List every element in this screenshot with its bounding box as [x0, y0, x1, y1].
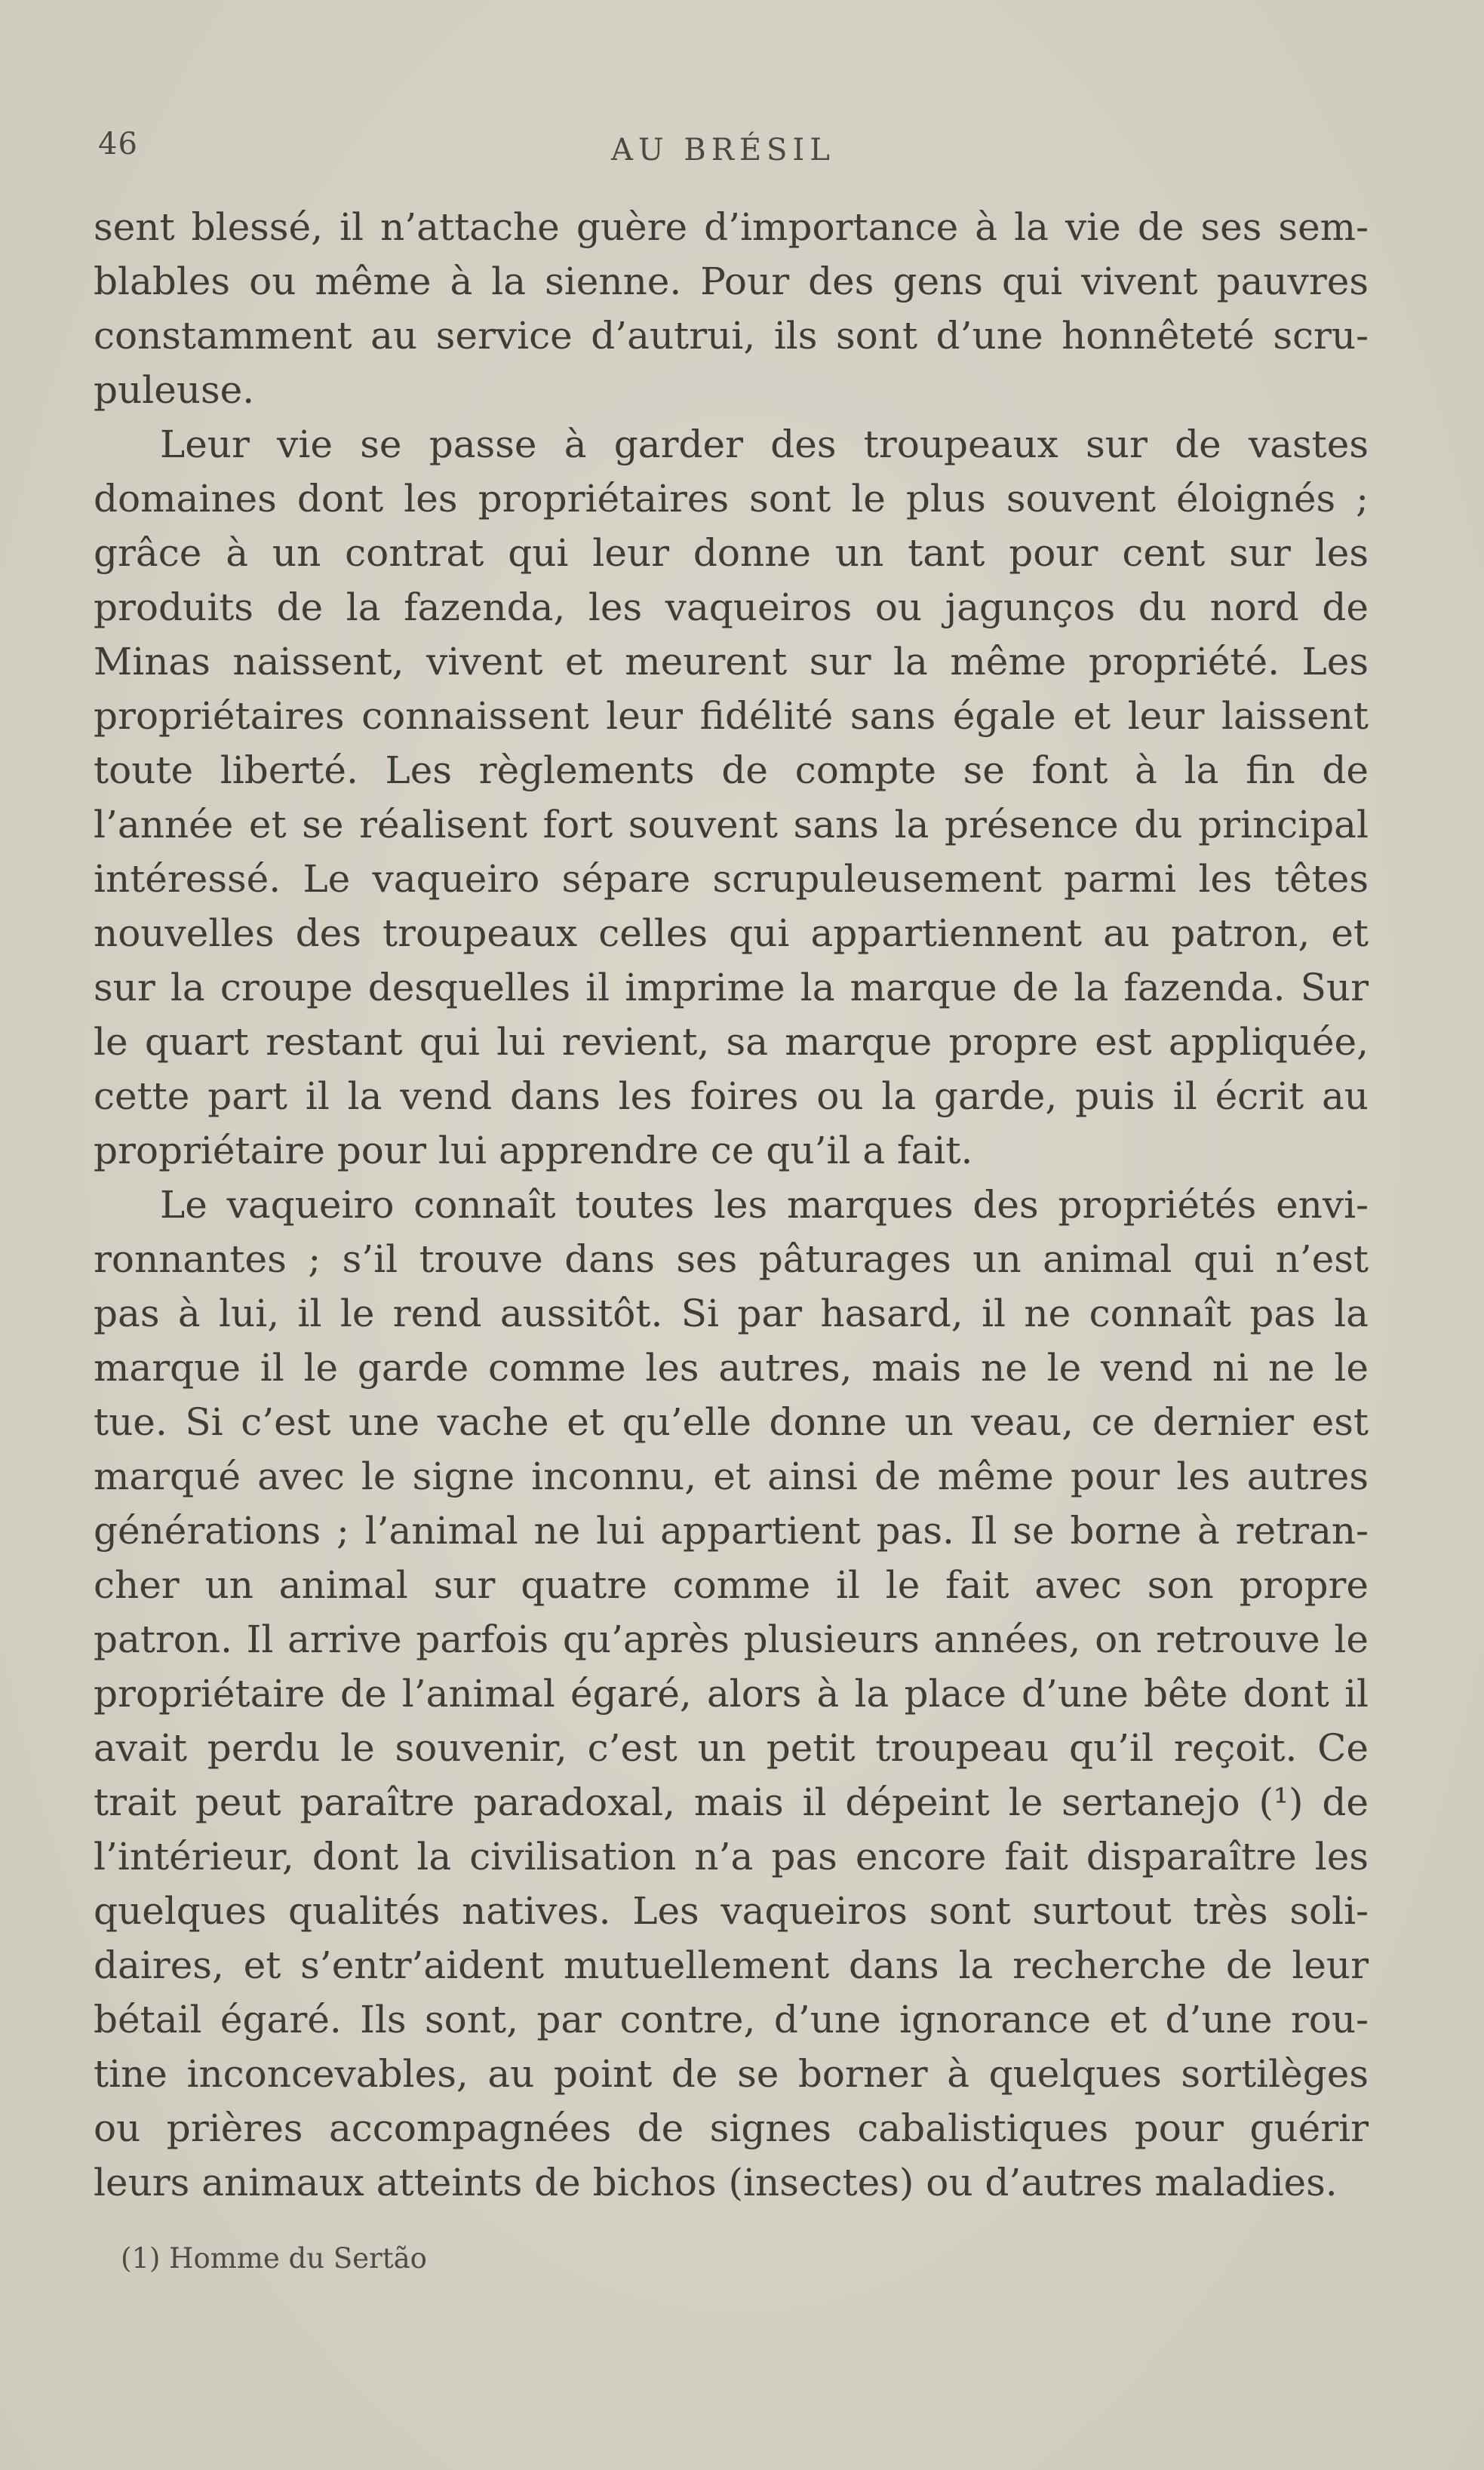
text-line: l’intérieur, dont la civilisation n’a pas encore fait disparaître les [94, 1835, 1369, 1879]
text-line: Minas naissent, vivent et meurent sur la même propriété. Les [94, 640, 1369, 684]
text-line: daires, et s’entr’aident mutuellement dans la recherche de leur [94, 1943, 1369, 1987]
text-line: patron. Il arrive parfois qu’après plusieurs années, on retrouve le [94, 1617, 1369, 1661]
footnote: (1) Homme du Sertão [121, 2242, 427, 2275]
text-line: sent blessé, il n’attache guère d’importance à la vie de ses sem- [94, 205, 1369, 249]
text-line: intéressé. Le vaqueiro sépare scrupuleusement parmi les têtes [94, 857, 1369, 901]
text-line: propriétaire pour lui apprendre ce qu’il a fait. [94, 1129, 973, 1172]
text-line: trait peut paraître paradoxal, mais il dépeint le sertanejo (¹) de [94, 1780, 1369, 1824]
text-line: tine inconcevables, au point de se borner à quelques sortilèges [94, 2052, 1369, 2096]
text-line: propriétaires connaissent leur fidélité sans égale et leur laissent [94, 694, 1369, 738]
text-line: cher un animal sur quatre comme il le fait avec son propre [94, 1563, 1369, 1607]
text-line: cette part il la vend dans les foires ou la garde, puis il écrit au [94, 1074, 1369, 1118]
running-title: AU BRÉSIL [611, 133, 835, 167]
page-number: 46 [98, 127, 138, 161]
text-line: avait perdu le souvenir, c’est un petit troupeau qu’il reçoit. Ce [94, 1726, 1369, 1770]
text-line: quelques qualités natives. Les vaqueiros sont surtout très soli- [94, 1889, 1369, 1933]
text-line: propriétaire de l’animal égaré, alors à la place d’une bête dont il [94, 1672, 1369, 1716]
text-line: grâce à un contrat qui leur donne un tant pour cent sur les [94, 531, 1369, 575]
text-line: marqué avec le signe inconnu, et ainsi de même pour les autres [94, 1455, 1369, 1498]
text-line: l’année et se réalisent fort souvent sans la présence du principal [94, 803, 1369, 846]
text-line: constamment au service d’autrui, ils sont d’une honnêteté scru- [94, 314, 1369, 358]
text-line: le quart restant qui lui revient, sa marque propre est appliquée, [94, 1020, 1369, 1064]
text-line: Leur vie se passe à garder des troupeaux sur de vastes [160, 422, 1369, 466]
text-line: leurs animaux atteints de bichos (insectes) ou d’autres maladies. [94, 2161, 1338, 2204]
text-line: sur la croupe desquelles il imprime la marque de la fazenda. Sur [94, 966, 1369, 1009]
text-line: pas à lui, il le rend aussitôt. Si par hasard, il ne connaît pas la [94, 1292, 1369, 1335]
text-line: Le vaqueiro connaît toutes les marques des propriétés envi- [160, 1183, 1369, 1227]
text-line: générations ; l’animal ne lui appartient pas. Il se borne à retran- [94, 1509, 1369, 1553]
text-line: produits de la fazenda, les vaqueiros ou jagunços du nord de [94, 585, 1369, 629]
text-line: puleuse. [94, 368, 255, 412]
text-line: ronnantes ; s’il trouve dans ses pâturages un animal qui n’est [94, 1237, 1369, 1281]
text-line: toute liberté. Les règlements de compte se font à la fin de [94, 748, 1369, 792]
text-line: ou prières accompagnées de signes cabalistiques pour guérir [94, 2106, 1369, 2150]
text-line: nouvelles des troupeaux celles qui appartiennent au patron, et [94, 911, 1369, 955]
text-line: domaines dont les propriétaires sont le plus souvent éloignés ; [94, 477, 1369, 521]
text-line: tue. Si c’est une vache et qu’elle donne un veau, ce dernier est [94, 1400, 1369, 1444]
text-line: blables ou même à la sienne. Pour des gens qui vivent pauvres [94, 260, 1369, 303]
body-text [94, 200, 1369, 2210]
text-line: bétail égaré. Ils sont, par contre, d’une ignorance et d’une rou- [94, 1998, 1369, 2041]
text-line: marque il le garde comme les autres, mais ne le vend ni ne le [94, 1346, 1369, 1390]
